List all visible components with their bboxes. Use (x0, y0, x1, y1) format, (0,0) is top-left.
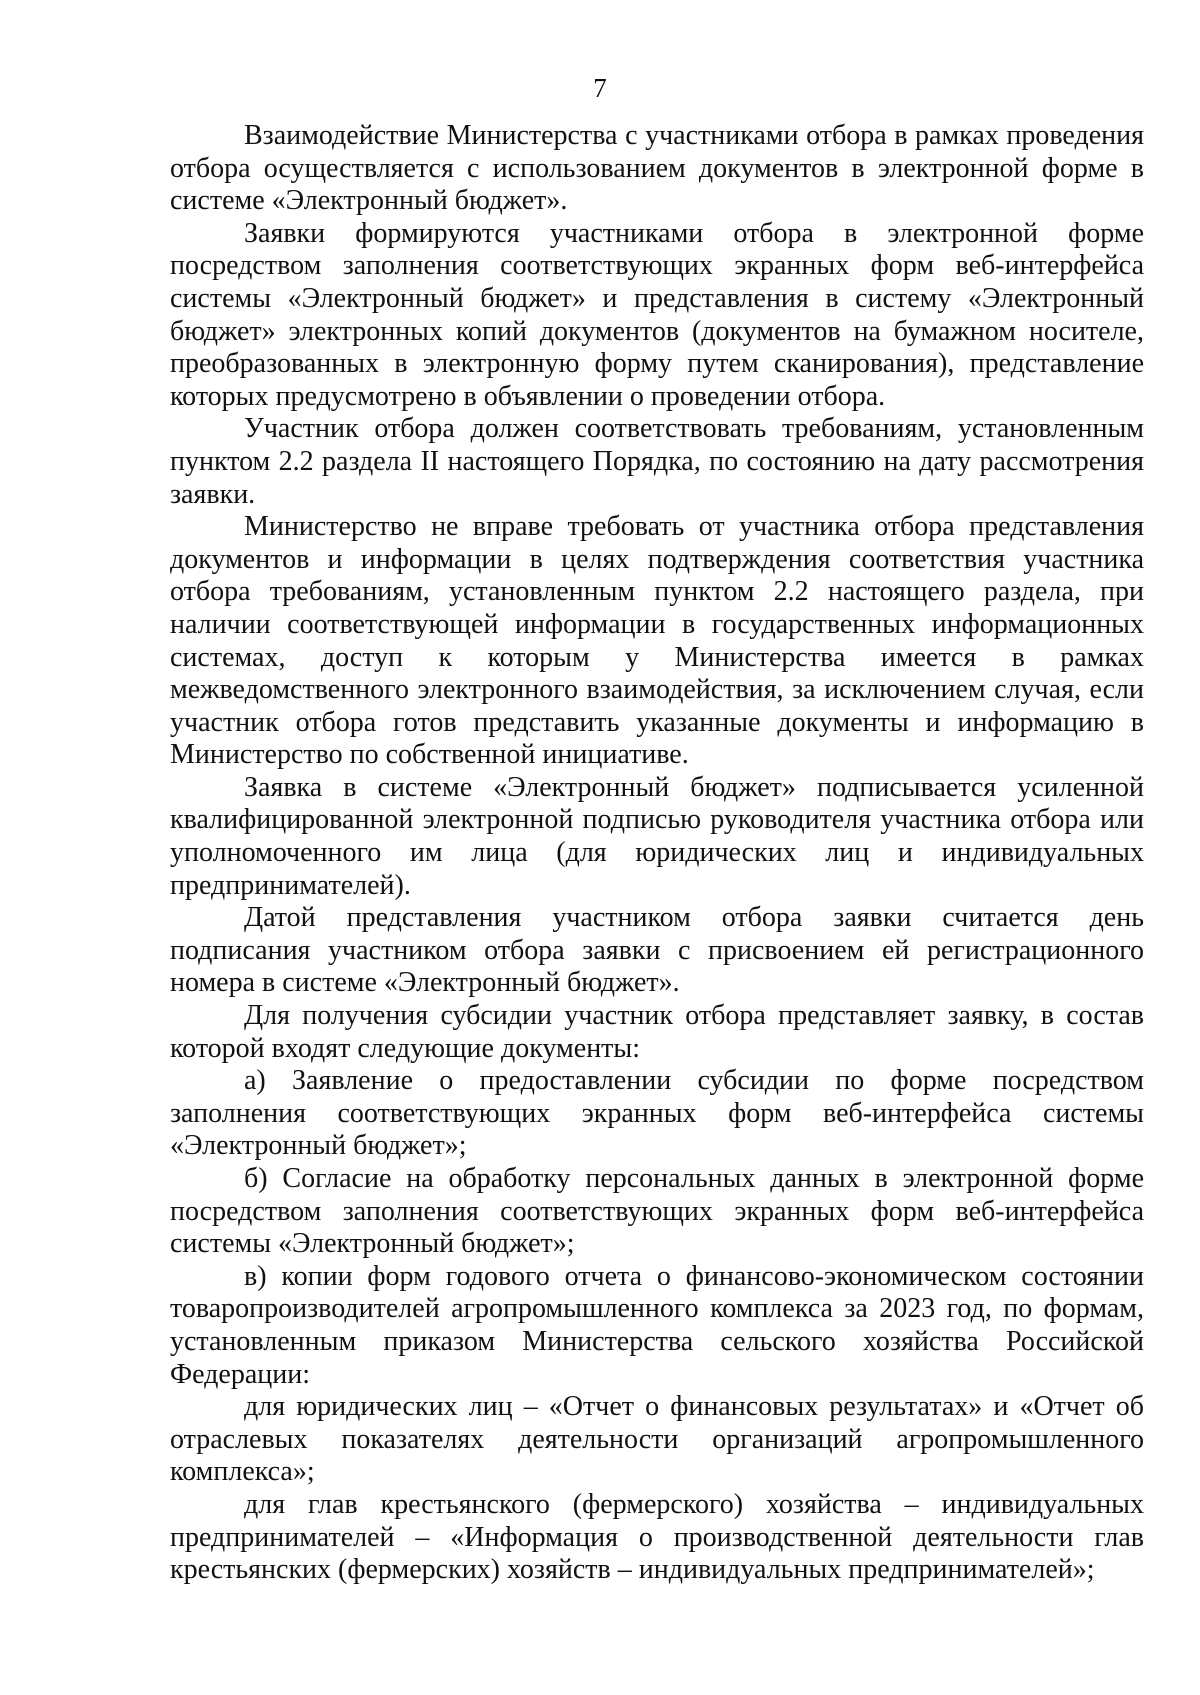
paragraph-submission-date: Датой представления участником отбора заявки считается день подписания участником отбора заявки с присвоением ей регистрационного номера в системе «Электронный бюджет». (170, 902, 1144, 999)
paragraph-participant-requirements: Участник отбора должен соответствовать требованиям, установленным пунктом 2.2 раздела II настоящего Порядка, по состоянию на дату рассмотрения заявки. (170, 413, 1144, 510)
paragraph-interaction: Взаимодействие Министерства с участниками отбора в рамках проведения отбора осуществляется с использованием документов в электронной форме в системе «Электронный бюджет». (170, 120, 1144, 217)
paragraph-legal-entities: для юридических лиц – «Отчет о финансовых результатах» и «Отчет об отраслевых показателях деятельности организаций агропромышленного комплекса»; (170, 1391, 1144, 1488)
list-item-v: в) копии форм годового отчета о финансово-экономическом состоянии товаропроизводителей агропромышленного комплекса за 2023 год, по формам, установленным приказом Министерства сельского хозяйства Российской Федерации: (170, 1260, 1144, 1390)
paragraph-documents-intro: Для получения субсидии участник отбора представляет заявку, в состав которой входят следующие документы: (170, 1000, 1144, 1064)
paragraph-signature: Заявка в системе «Электронный бюджет» подписывается усиленной квалифицированной электронной подписью руководителя участника отбора или уполномоченного им лица (для юридических лиц и индивидуальных предпринимателей). (170, 771, 1144, 901)
list-item-b: б) Согласие на обработку персональных данных в электронной форме посредством заполнения соответствующих экранных форм веб-интерфейса системы «Электронный бюджет»; (170, 1163, 1144, 1260)
list-item-a: а) Заявление о предоставлении субсидии по форме посредством заполнения соответствующих экранных форм веб-интерфейса системы «Электронный бюджет»; (170, 1065, 1144, 1162)
paragraph-farm-heads: для глав крестьянского (фермерского) хозяйства – индивидуальных предпринимателей – «Информация о производственной деятельности глав крестьянских (фермерских) хозяйств – индивидуальных предпринимателей»; (170, 1488, 1144, 1586)
document-body (170, 120, 1144, 1587)
paragraph-application-forming: Заявки формируются участниками отбора в электронной форме посредством заполнения соответствующих экранных форм веб-интерфейса системы «Электронный бюджет» и представления в систему «Электронный бюджет» электронных копий документов (документов на бумажном носителе, преобразованных в электронную форму путем сканирования), представление которых предусмотрено в объявлении о проведении отбора. (170, 217, 1144, 412)
page-number: 7 (593, 73, 607, 103)
paragraph-ministry-restrictions: Министерство не вправе требовать от участника отбора представления документов и информации в целях подтверждения соответствия участника отбора требованиям, установленным пунктом 2.2 настоящего раздела, при наличии соответствующей информации в государственных информационных системах, доступ к которым у Министерства имеется в рамках межведомственного электронного взаимодействия, за исключением случая, если участник отбора готов представить указанные документы и информацию в Министерство по собственной инициативе. (170, 511, 1144, 771)
